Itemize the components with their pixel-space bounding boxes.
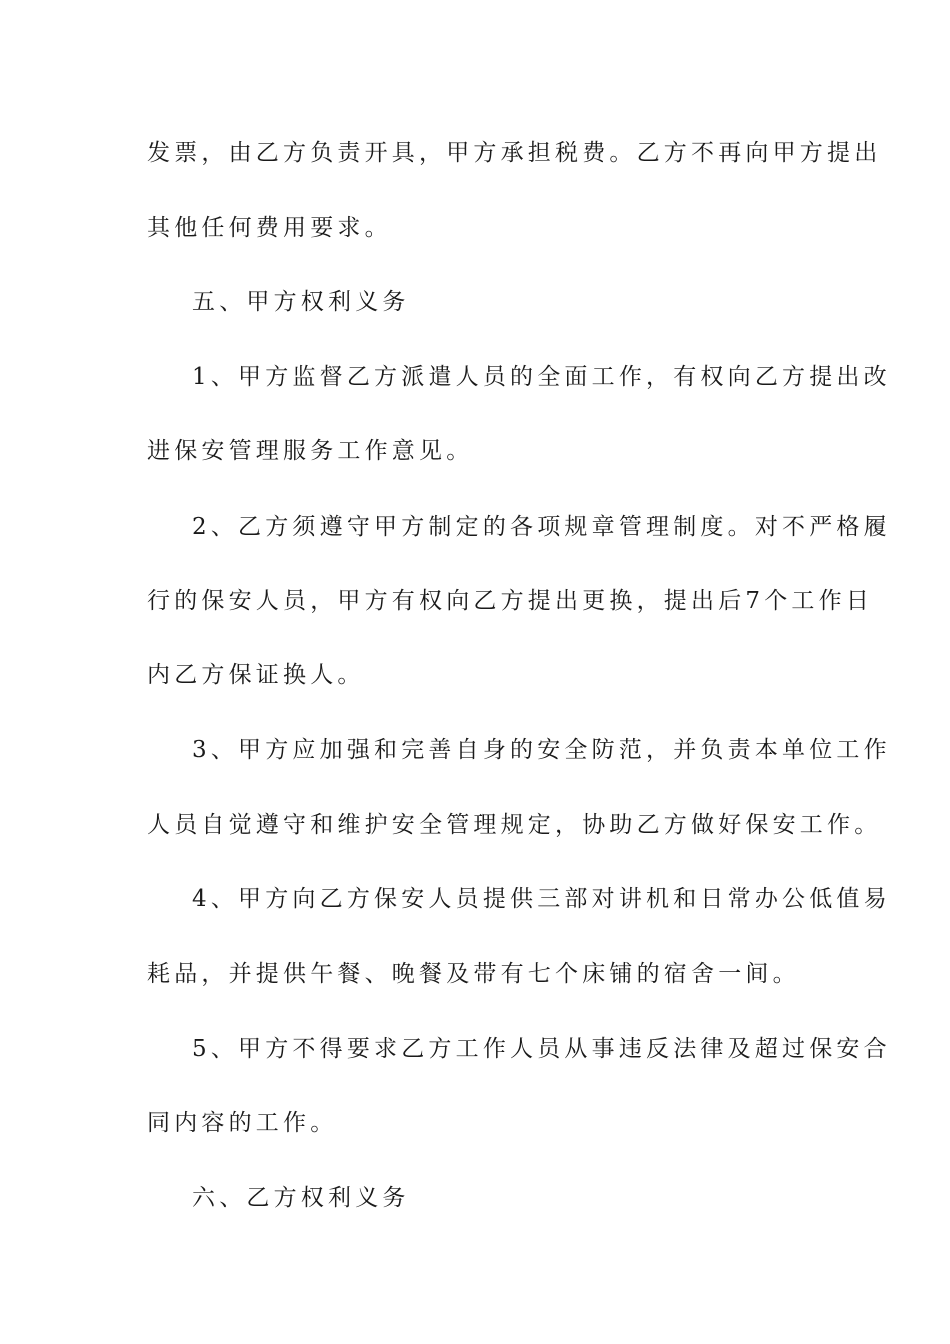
section-heading: 六、乙方权利义务 xyxy=(192,1185,410,1211)
paragraph-line: 人员自觉遵守和维护安全管理规定，协助乙方做好保安工作。 xyxy=(147,812,882,838)
paragraph-line: 3、甲方应加强和完善自身的安全防范，并负责本单位工作 xyxy=(192,737,891,763)
paragraph-line: 1、甲方监督乙方派遣人员的全面工作，有权向乙方提出改 xyxy=(192,364,891,390)
paragraph-line: 其他任何费用要求。 xyxy=(147,215,392,241)
paragraph-line: 2、乙方须遵守甲方制定的各项规章管理制度。对不严格履 xyxy=(192,514,891,540)
paragraph-line: 5、甲方不得要求乙方工作人员从事违反法律及超过保安合 xyxy=(192,1036,891,1062)
paragraph-line: 行的保安人员，甲方有权向乙方提出更换，提出后7个工作日 xyxy=(147,588,874,614)
paragraph-line: 4、甲方向乙方保安人员提供三部对讲机和日常办公低值易 xyxy=(192,886,891,912)
paragraph-line: 进保安管理服务工作意见。 xyxy=(147,438,474,464)
paragraph-line: 耗品，并提供午餐、晚餐及带有七个床铺的宿舍一间。 xyxy=(147,961,800,987)
paragraph-line: 内乙方保证换人。 xyxy=(147,662,365,688)
section-heading: 五、甲方权利义务 xyxy=(192,289,410,315)
paragraph-line: 同内容的工作。 xyxy=(147,1110,338,1136)
paragraph-line: 发票，由乙方负责开具，甲方承担税费。乙方不再向甲方提出 xyxy=(147,140,882,166)
